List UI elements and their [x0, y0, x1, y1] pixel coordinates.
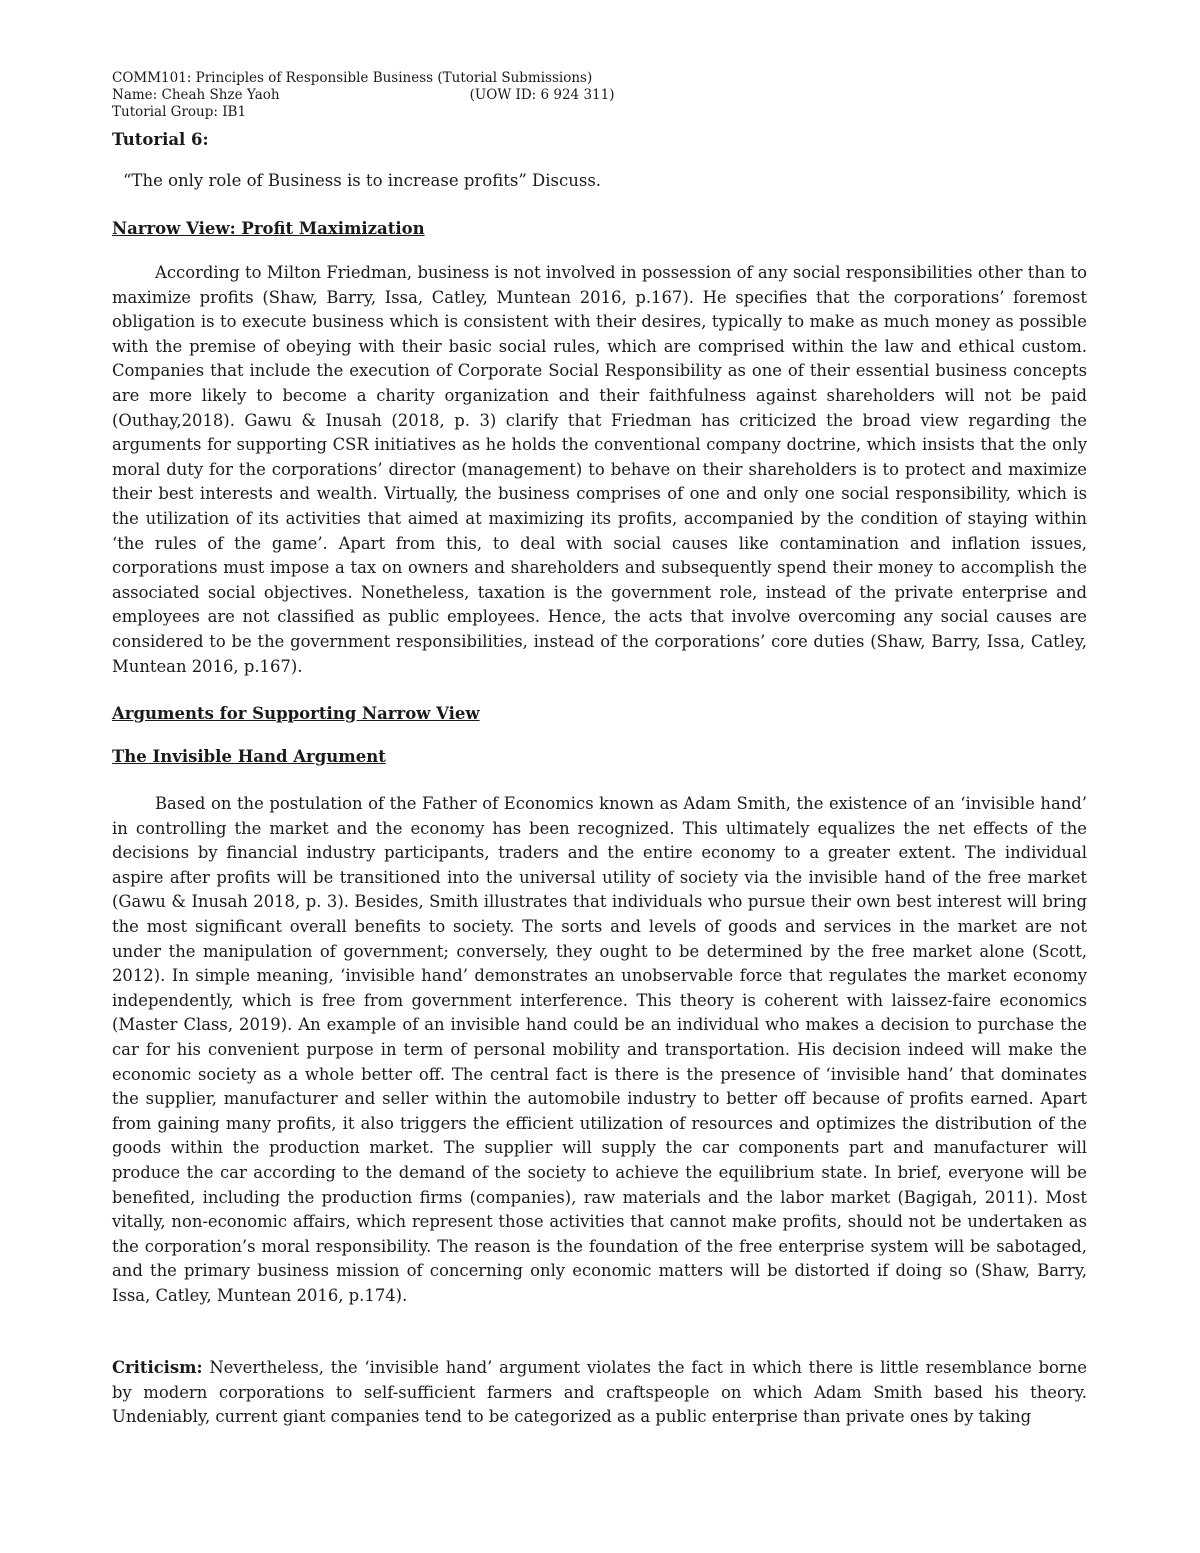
section-heading-narrow-view: Narrow View: Profit Maximization: [112, 219, 425, 238]
paragraph-criticism: [112, 1356, 1087, 1430]
criticism-text: Nevertheless, the ‘invisible hand’ argument violates the fact in which there is little resemblance borne by modern corporations to self-sufficient farmers and craftspeople on which Adam Smith based his theory. Undeniably, current giant companies tend to be categorized as a public enterprise than private ones by taking: [112, 1358, 1087, 1427]
course-title: COMM101: Principles of Responsible Business (Tutorial Submissions): [112, 70, 593, 86]
student-info-line: [112, 87, 614, 104]
tutorial-title: Tutorial 6:: [112, 130, 209, 149]
student-name: Name: Cheah Shze Yaoh: [112, 87, 280, 103]
criticism-label: Criticism:: [112, 1358, 203, 1377]
student-uow-id: (UOW ID: 6 924 311): [469, 87, 615, 103]
tutorial-group: Tutorial Group: IB1: [112, 104, 247, 120]
document-header: [112, 70, 614, 121]
section-heading-arguments: Arguments for Supporting Narrow View: [112, 704, 480, 723]
paragraph-invisible-hand: Based on the postulation of the Father of Economics known as Adam Smith, the existence of an ‘invisible hand’ in controlling the market and the economy has been recognized. This ultimately equalizes the net effects of the decisions by financial industry participants, traders and the entire economy to a greater extent. The individual aspire after profits will be transitioned into the universal utility of society via the invisible hand of the free market (Gawu & Inusah 2018, p. 3). Besides, Smith illustrates that individuals who pursue their own best interest will bring the most significant overall benefits to society. The sorts and levels of goods and services in the market are not under the manipulation of government; conversely, they ought to be determined by the free market alone (Scott, 2012). In simple meaning, ‘invisible hand’ demonstrates an unobservable force that regulates the market economy independently, which is free from government interference. This theory is coherent with laissez-faire economics (Master Class, 2019). An example of an invisible hand could be an individual who makes a decision to purchase the car for his convenient purpose in term of personal mobility and transportation. His decision indeed will make the economic society as a whole better off. The central fact is there is the presence of ‘invisible hand’ that dominates the supplier, manufacturer and seller within the automobile industry to better off because of profits earned. Apart from gaining many profits, it also triggers the efficient utilization of resources and optimizes the distribution of the goods within the production market. The supplier will supply the car components part and manufacturer will produce the car according to the demand of the society to achieve the equilibrium state. In brief, everyone will be benefited, including the production firms (companies), raw materials and the labor market (Bagigah, 2011). Most vitally, non-economic affairs, which represent those activities that cannot make profits, should not be undertaken as the corporation’s moral responsibility. The reason is the foundation of the free enterprise system will be sabotaged, and the primary business mission of concerning only economic matters will be distorted if doing so (Shaw, Barry, Issa, Catley, Muntean 2016, p.174).: [112, 794, 1087, 1305]
essay-prompt: “The only role of Business is to increase profits” Discuss.: [123, 171, 602, 190]
section-heading-invisible-hand: The Invisible Hand Argument: [112, 747, 386, 766]
paragraph-narrow-view: According to Milton Friedman, business is not involved in possession of any social responsibilities other than to maximize profits (Shaw, Barry, Issa, Catley, Muntean 2016, p.167). He specifies that the corporations’ foremost obligation is to execute business which is consistent with their desires, typically to make as much money as possible with the premise of obeying with their basic social rules, which are comprised within the law and ethical custom. Companies that include the execution of Corporate Social Responsibility as one of their essential business concepts are more likely to become a charity organization and their faithfulness against shareholders will not be paid (Outhay,2018). Gawu & Inusah (2018, p. 3) clarify that Friedman has criticized the broad view regarding the arguments for supporting CSR initiatives as he holds the conventional company doctrine, which insists that the only moral duty for the corporations’ director (management) to behave on their shareholders is to protect and maximize their best interests and wealth. Virtually, the business comprises of one and only one social responsibility, which is the utilization of its activities that aimed at maximizing its profits, accompanied by the condition of staying within ‘the rules of the game’. Apart from this, to deal with social causes like contamination and inflation issues, corporations must impose a tax on owners and shareholders and subsequently spend their money to accomplish the associated social objectives. Nonetheless, taxation is the government role, instead of the private enterprise and employees are not classified as public employees. Hence, the acts that involve overcoming any social causes are considered to be the government responsibilities, instead of the corporations’ core duties (Shaw, Barry, Issa, Catley, Muntean 2016, p.167).: [112, 263, 1087, 676]
